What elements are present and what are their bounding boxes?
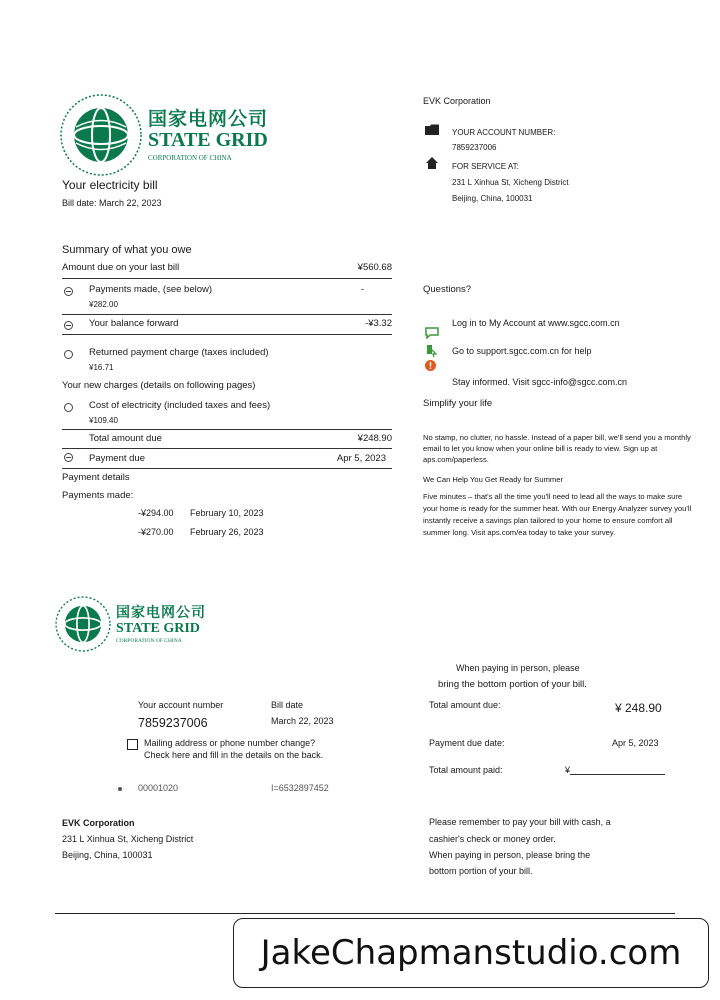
cost-label: Cost of electricity (included taxes and fees) [89, 400, 271, 411]
home-icon [426, 157, 438, 169]
amount-paid-field[interactable] [565, 765, 665, 775]
bill-title: Your electricity bill [62, 178, 158, 192]
service-address-line2: Beijing, China, 100031 [452, 194, 533, 203]
payment-date-2: February 26, 2023 [190, 527, 264, 537]
stub-due-date-label: Payment due date: [429, 738, 505, 748]
divider [62, 278, 392, 279]
support-icon [425, 344, 437, 358]
bottom-rule [55, 913, 675, 914]
address-change-line2: Check here and fill in the details on the back. [144, 750, 324, 760]
payments-value: ¥282.00 [89, 300, 118, 309]
summer-paragraph: Five minutes – that's all the time you'll need to lead all the ways to make sure your home is ready for the summer heat. With our Energy Analyzer survey you'll instantly receive a savings plan tailored to your home to ensure comfort all summer long. Visit aps.com/ea today to take your survey. [423, 492, 692, 537]
account-number-label: YOUR ACCOUNT NUMBER: [452, 128, 556, 137]
divider [62, 429, 392, 430]
new-charges-label: Your new charges (details on following pages) [62, 380, 256, 391]
payment-amount-1: -¥294.00 [138, 508, 174, 518]
stub-bill-date-label: Bill date [271, 700, 304, 710]
bill-date: Bill date: March 22, 2023 [62, 198, 162, 208]
payment-due-row [89, 453, 386, 464]
questions-heading: Questions? [423, 284, 472, 295]
stub-account-number: 7859237006 [138, 716, 208, 730]
service-address-line1: 231 L Xinhua St, Xicheng District [452, 178, 569, 187]
stub-total-due-value: ¥ 248.90 [615, 701, 662, 715]
plus-circle-icon [64, 350, 73, 359]
in-person-line2: bring the bottom portion of your bill. [438, 679, 587, 690]
login-link[interactable]: Log in to My Account at www.sgcc.com.cn [452, 318, 620, 328]
brand-name-cn: 国家电网公司 [116, 605, 206, 621]
payments-sign: - [360, 284, 364, 295]
paid-currency: ¥ [565, 765, 571, 775]
payment-amount-2: -¥270.00 [138, 527, 174, 537]
bullet-dot [118, 787, 122, 791]
payment-due-value: Apr 5, 2023 [336, 453, 386, 464]
brand-name-cn: 国家电网公司 [148, 108, 269, 130]
support-link[interactable]: Go to support.sgcc.com.cn for help [452, 346, 592, 356]
minus-circle-icon [64, 453, 73, 462]
paid-blank-line [570, 765, 665, 775]
stub-total-due-label: Total amount due: [429, 700, 501, 710]
minus-circle-icon [64, 287, 73, 296]
stub-address-line1: 231 L Xinhua St, Xicheng District [62, 834, 194, 844]
remember-line3: When paying in person, please bring the [429, 850, 591, 860]
stub-address-line2: Beijing, China, 100031 [62, 850, 153, 860]
customer-company: EVK Corporation [423, 96, 491, 106]
state-grid-logo-small [54, 597, 224, 657]
globe-emblem-icon [54, 595, 112, 653]
stub-code-2: I=6532897452 [271, 783, 329, 793]
divider [62, 448, 392, 449]
total-label: Total amount due [89, 433, 162, 444]
service-address-label: FOR SERVICE AT: [452, 162, 519, 171]
brand-name-en: STATE GRID [116, 621, 200, 636]
total-value: ¥248.90 [357, 433, 392, 444]
balance-row [89, 318, 392, 329]
summary-heading: Summary of what you owe [62, 244, 192, 256]
stub-paid-label: Total amount paid: [429, 765, 503, 775]
brand-subtitle: CORPORATION OF CHINA [116, 638, 182, 644]
plus-circle-icon [64, 403, 73, 412]
chat-bubble-icon [425, 327, 439, 339]
remember-line2: cashier's check or money order. [429, 834, 556, 844]
summer-heading: We Can Help You Get Ready for Summer [423, 475, 563, 484]
returned-label: Returned payment charge (taxes included) [89, 347, 269, 358]
minus-circle-icon [64, 321, 73, 330]
payment-date-1: February 10, 2023 [190, 508, 264, 518]
balance-value: -¥3.32 [365, 318, 392, 329]
brand-name-en: STATE GRID [148, 129, 268, 151]
remember-line4: bottom portion of your bill. [429, 866, 533, 876]
stub-due-date-value: Apr 5, 2023 [612, 738, 659, 748]
alert-icon [425, 360, 436, 371]
payments-label: Payments made, (see below) [89, 284, 213, 295]
state-grid-logo [58, 96, 298, 176]
divider [62, 334, 392, 335]
payment-due-label: Payment due [89, 453, 145, 464]
stub-bill-date: March 22, 2023 [271, 716, 334, 726]
address-change-checkbox[interactable] [127, 739, 138, 750]
globe-emblem-icon [58, 92, 144, 178]
stub-account-label: Your account number [138, 700, 224, 710]
watermark-box [233, 918, 709, 988]
watermark-text: JakeChapmanstudio.com [260, 933, 682, 973]
account-number: 7859237006 [452, 143, 497, 152]
folder-icon [425, 124, 439, 135]
stay-informed-text: Stay informed. Visit sgcc-info@sgcc.com.cn [452, 377, 628, 387]
address-change-line1: Mailing address or phone number change? [144, 738, 316, 748]
in-person-line1: When paying in person, please [456, 663, 580, 673]
divider [62, 468, 392, 469]
balance-label: Your balance forward [89, 318, 179, 329]
divider [62, 314, 392, 315]
last-bill-row [62, 262, 392, 273]
stub-company: EVK Corporation [62, 818, 135, 828]
brand-subtitle: CORPORATION OF CHINA [148, 154, 232, 162]
paperless-paragraph: No stamp, no clutter, no hassle. Instead of a paper bill, we'll send you a monthly email to let you know when your online bill is ready to view. Sign up at aps.com/paperless. [423, 433, 691, 464]
total-row [89, 433, 392, 444]
payment-details-label: Payment details [62, 472, 130, 483]
returned-value: ¥16.71 [89, 363, 114, 372]
simplify-heading: Simplify your life [423, 398, 493, 409]
payments-row [89, 284, 392, 295]
stub-code-1: 00001020 [138, 783, 179, 793]
last-bill-value: ¥560.68 [357, 262, 392, 273]
last-bill-label: Amount due on your last bill [62, 262, 180, 273]
remember-line1: Please remember to pay your bill with cash, a [429, 817, 611, 827]
cost-value: ¥109.40 [89, 416, 118, 425]
payments-made-label: Payments made: [62, 490, 134, 501]
